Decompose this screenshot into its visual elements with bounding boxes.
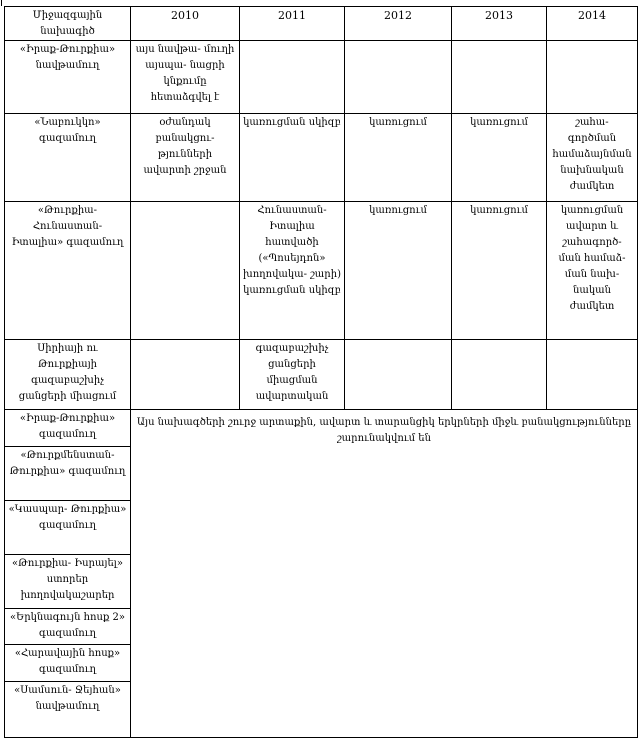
year-cell: կառուցում [345,202,452,340]
table-row [5,202,638,340]
table-row [5,114,638,202]
year-cell [345,41,452,114]
project-name-cell: «Իրաք-Թուրքիա» նավթամուղ [5,41,131,114]
projects-table [4,6,638,738]
year-header-2013: 2013 [452,7,547,41]
project-name-cell: «Իրաք-Թուրքիա» գազամուղ [5,410,131,447]
year-header-2010: 2010 [131,7,240,41]
year-cell: գազաբաշխիչ ցանցերի միացման ավարտական [240,340,345,410]
year-cell: Հունաստան- Իտալիա հատվածի («Պոսեյդոն» խողովակա- շարի) կառուցման սկիզբ [240,202,345,340]
year-header-2011: 2011 [240,7,345,41]
year-cell [547,41,638,114]
header-row [5,7,638,41]
year-cell: կառուցման սկիզբ [240,114,345,202]
year-cell: շահա- գործման համաձայնման նախնական ժամկետ [547,114,638,202]
project-name-cell: «Թուրքիա- Իսրայել» ստորեր խողովակաշարեր [5,555,131,609]
year-cell: կառուցում [345,114,452,202]
negotiations-note: Այս նախագծերի շուրջ արտաքին, ավարտ և տարանցիկ երկրների միջև բանակցությունները շարունակվում են [131,410,638,738]
table-row [5,340,638,410]
year-cell: այս նավթա- մուղի այսպա- նացրի կնքումը հետաձգվել է [131,41,240,114]
project-name-cell: «Կասպար- Թուրքիա» գազամուղ [5,501,131,555]
project-name-cell: «Նաբուկկո» գազամուղ [5,114,131,202]
year-cell [452,340,547,410]
project-name-cell: «Հարավային հոսք» գազամուղ [5,645,131,682]
table-row [5,410,638,447]
project-name-cell: Սիրիայի ու Թուրքիայի գազաբաշխիչ ցանցերի միացում [5,340,131,410]
year-cell: կառուցման ավարտ և շահագործ- ման համաձ- ման նախ- նական ժամկետ [547,202,638,340]
year-cell [345,340,452,410]
project-name-cell: «Թուրքիա- Հունաստան- Իտալիա» գազամուղ [5,202,131,340]
year-header-2014: 2014 [547,7,638,41]
year-cell [131,202,240,340]
year-cell [452,41,547,114]
project-name-cell: «Երկնագույն հոսք 2» գազամուղ [5,609,131,645]
project-name-cell: «Սամսուն- Ջեյհան» նավթամուղ [5,682,131,738]
year-cell: կառուցում [452,114,547,202]
year-cell: կառուցում [452,202,547,340]
year-cell [547,340,638,410]
corner-mark [1,0,2,6]
table-row [5,41,638,114]
year-cell: օժանդակ բանակցու- թյունների ավարտի շրջան [131,114,240,202]
year-cell [240,41,345,114]
project-name-cell: «Թուրքմենստան- Թուրքիա» գազամուղ [5,447,131,501]
project-column-header: Միջազգային նախագիծ [5,7,131,41]
year-header-2012: 2012 [345,7,452,41]
year-cell [131,340,240,410]
